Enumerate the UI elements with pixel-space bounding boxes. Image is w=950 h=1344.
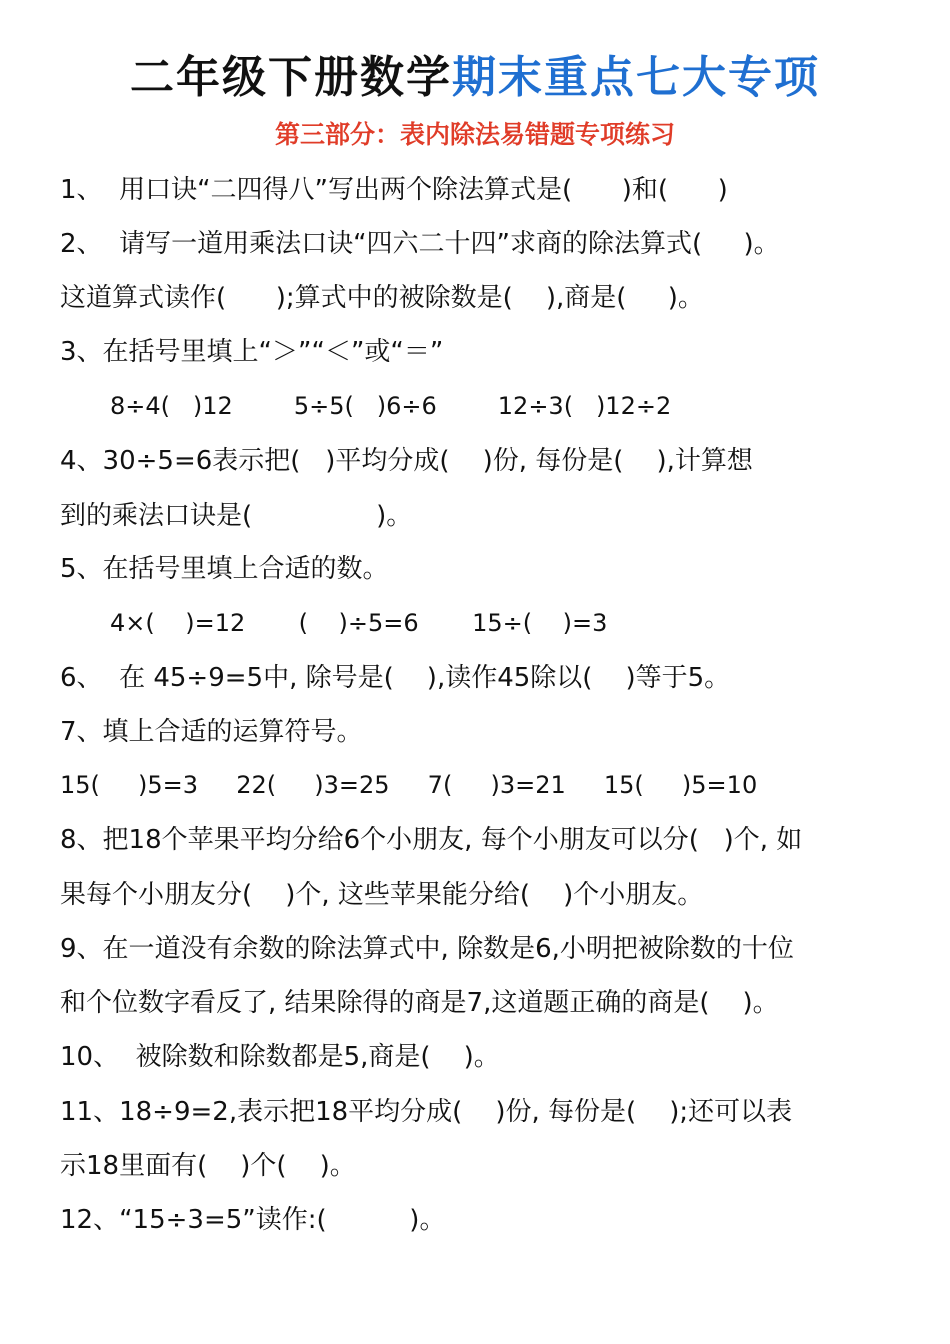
question-4-line-2: 到的乘法口诀是( )。 [60,501,413,531]
question-2-line-1: 2、 请写一道用乘法口诀“四六二十四”求商的除法算式( )。 [60,229,780,259]
question-7: 7、填上合适的运算符号。 [60,717,363,747]
page-title [0,48,950,108]
title-black-part: 二年级下册数学 [130,52,452,103]
question-3-items: 8÷4( )12 5÷5( )6÷6 12÷3( )12÷2 [110,392,672,420]
question-8-line-1: 8、把18个苹果平均分给6个小朋友, 每个小朋友可以分( )个, 如 [60,825,803,855]
question-3: 3、在括号里填上“＞”“＜”或“＝” [60,337,444,367]
title-blue-part: 期末重点七大专项 [452,52,820,103]
question-12: 12、“15÷3=5”读作:( )。 [60,1205,446,1235]
question-1: 1、 用口诀“二四得八”写出两个除法算式是( )和( ) [60,175,728,205]
question-5: 5、在括号里填上合适的数。 [60,554,389,584]
question-11-line-1: 11、18÷9=2,表示把18平均分成( )份, 每份是( );还可以表 [60,1097,793,1127]
section-subtitle: 第三部分：表内除法易错题专项练习 [274,120,675,149]
question-5-items: 4×( )=12 ( )÷5=6 15÷( )=3 [110,609,608,637]
question-10: 10、 被除数和除数都是5,商是( )。 [60,1042,500,1072]
question-4-line-1: 4、30÷5=6表示把( )平均分成( )份, 每份是( ),计算想 [60,446,753,476]
question-9-line-2: 和个位数字看反了, 结果除得的商是7,这道题正确的商是( )。 [60,988,779,1018]
question-6: 6、 在 45÷9=5中, 除号是( ),读作45除以( )等于5。 [60,663,731,693]
question-7-items: 15( )5=3 22( )3=25 7( )3=21 15( )5=10 [60,771,758,799]
question-8-line-2: 果每个小朋友分( )个, 这些苹果能分给( )个小朋友。 [60,880,704,910]
question-2-line-2: 这道算式读作( );算式中的被除数是( ),商是( )。 [60,283,704,313]
question-11-line-2: 示18里面有( )个( )。 [60,1151,356,1181]
question-9-line-1: 9、在一道没有余数的除法算式中, 除数是6,小明把被除数的十位 [60,934,794,964]
